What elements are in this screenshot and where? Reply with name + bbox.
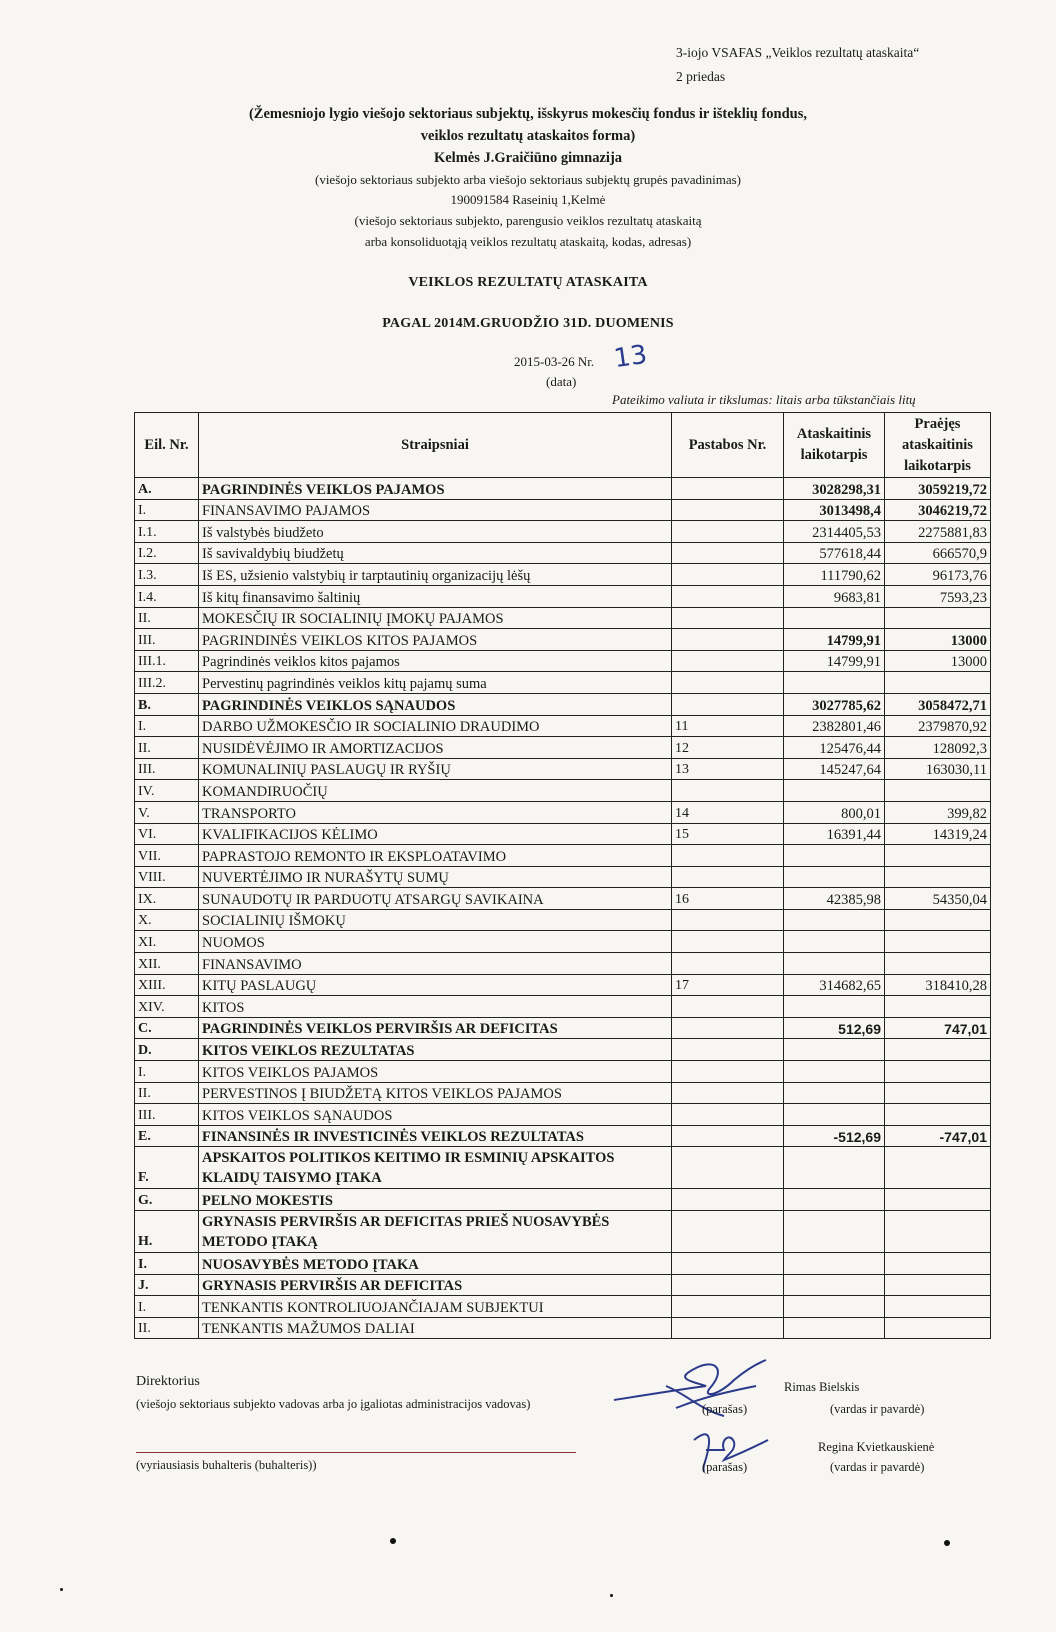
row-previous-value xyxy=(885,1189,991,1211)
accountant-signature-line xyxy=(136,1452,576,1453)
row-previous-value xyxy=(885,780,991,802)
row-note-number xyxy=(672,909,784,931)
row-note-number xyxy=(672,672,784,694)
col-header-pastabos: Pastabos Nr. xyxy=(672,413,784,478)
row-previous-value xyxy=(885,953,991,975)
row-note-number: 15 xyxy=(672,823,784,845)
row-note-number xyxy=(672,1082,784,1104)
form-title-line-2: veiklos rezultatų ataskaitos forma) xyxy=(420,128,636,144)
row-code: I.4. xyxy=(135,585,199,607)
row-label: Iš ES, užsienio valstybių ir tarptautinių organizacijų lėšų xyxy=(199,564,672,586)
table-row xyxy=(135,1125,991,1147)
table-row xyxy=(135,585,991,607)
row-label: FINANSAVIMO PAJAMOS xyxy=(199,499,672,521)
report-title: VEIKLOS REZULTATŲ ATASKAITA xyxy=(408,275,648,290)
row-previous-value xyxy=(885,866,991,888)
row-label: NUOSAVYBĖS METODO ĮTAKA xyxy=(199,1253,672,1275)
row-current-value xyxy=(784,1147,885,1189)
row-previous-value xyxy=(885,1274,991,1296)
row-code: C. xyxy=(135,1017,199,1039)
row-label: TENKANTIS MAŽUMOS DALIAI xyxy=(199,1317,672,1339)
row-current-value xyxy=(784,845,885,867)
row-label: SOCIALINIŲ IŠMOKŲ xyxy=(199,909,672,931)
row-code: II. xyxy=(135,1317,199,1339)
director-signature-icon xyxy=(606,1350,776,1430)
row-code: I.1. xyxy=(135,521,199,543)
row-code: VIII. xyxy=(135,866,199,888)
row-current-value xyxy=(784,1296,885,1318)
row-note-number xyxy=(672,1061,784,1083)
row-previous-value xyxy=(885,931,991,953)
row-previous-value xyxy=(885,1211,991,1253)
row-current-value: 14799,91 xyxy=(784,629,885,651)
row-note-number: 16 xyxy=(672,888,784,910)
row-label: Pervestinų pagrindinės veiklos kitų pajamų suma xyxy=(199,672,672,694)
row-note-number xyxy=(672,499,784,521)
row-label: KITOS VEIKLOS SĄNAUDOS xyxy=(199,1104,672,1126)
row-label: Iš valstybės biudžeto xyxy=(199,521,672,543)
row-previous-value: 163030,11 xyxy=(885,758,991,780)
row-label: KITOS xyxy=(199,996,672,1018)
table-row xyxy=(135,1317,991,1339)
table-row xyxy=(135,1274,991,1296)
row-label: NUOMOS xyxy=(199,931,672,953)
row-current-value xyxy=(784,996,885,1018)
row-note-number xyxy=(672,953,784,975)
table-row xyxy=(135,715,991,737)
row-label: DARBO UŽMOKESČIO IR SOCIALINIO DRAUDIMO xyxy=(199,715,672,737)
row-previous-value: 747,01 xyxy=(885,1017,991,1039)
annex-line-2: 2 priedas xyxy=(676,69,726,84)
table-row xyxy=(135,1039,991,1061)
row-code: I.2. xyxy=(135,542,199,564)
row-code: J. xyxy=(135,1274,199,1296)
table-row xyxy=(135,521,991,543)
table-row xyxy=(135,693,991,715)
table-row xyxy=(135,866,991,888)
speck-dot xyxy=(60,1588,63,1591)
row-label: NUVERTĖJIMO IR NURAŠYTŲ SUMŲ xyxy=(199,866,672,888)
table-row xyxy=(135,1296,991,1318)
table-row xyxy=(135,478,991,500)
row-code: III.2. xyxy=(135,672,199,694)
row-label: PAGRINDINĖS VEIKLOS SĄNAUDOS xyxy=(199,693,672,715)
table-row xyxy=(135,931,991,953)
row-previous-value: 13000 xyxy=(885,629,991,651)
row-note-number: 11 xyxy=(672,715,784,737)
entity-code-caption-1: (viešojo sektoriaus subjekto, parengusio veiklos rezultatų ataskaitą xyxy=(354,213,702,228)
row-previous-value: 3058472,71 xyxy=(885,693,991,715)
row-previous-value: 128092,3 xyxy=(885,737,991,759)
row-label: NUSIDĖVĖJIMO IR AMORTIZACIJOS xyxy=(199,737,672,759)
row-label: MOKESČIŲ IR SOCIALINIŲ ĮMOKŲ PAJAMOS xyxy=(199,607,672,629)
row-label: PAPRASTOJO REMONTO IR EKSPLOATAVIMO xyxy=(199,845,672,867)
row-current-value xyxy=(784,1211,885,1253)
row-current-value xyxy=(784,607,885,629)
table-row xyxy=(135,801,991,823)
row-previous-value xyxy=(885,1082,991,1104)
row-code: D. xyxy=(135,1039,199,1061)
row-label: PAGRINDINĖS VEIKLOS PAJAMOS xyxy=(199,478,672,500)
table-row xyxy=(135,888,991,910)
row-previous-value: 3059219,72 xyxy=(885,478,991,500)
row-note-number xyxy=(672,1017,784,1039)
row-note-number xyxy=(672,629,784,651)
row-previous-value: 318410,28 xyxy=(885,974,991,996)
row-current-value: 3027785,62 xyxy=(784,693,885,715)
table-row xyxy=(135,1104,991,1126)
row-code: H. xyxy=(135,1211,199,1253)
row-label: KITOS VEIKLOS REZULTATAS xyxy=(199,1039,672,1061)
row-note-number xyxy=(672,585,784,607)
report-subtitle: PAGAL 2014M.GRUODŽIO 31D. DUOMENIS xyxy=(382,316,674,331)
row-code: I. xyxy=(135,1296,199,1318)
row-previous-value xyxy=(885,607,991,629)
table-row xyxy=(135,1211,991,1253)
row-code: XI. xyxy=(135,931,199,953)
row-code: IX. xyxy=(135,888,199,910)
director-name: Rimas Bielskis xyxy=(784,1380,860,1394)
row-code: I. xyxy=(135,1061,199,1083)
row-code: III. xyxy=(135,758,199,780)
row-current-value: 9683,81 xyxy=(784,585,885,607)
row-label: PELNO MOKESTIS xyxy=(199,1189,672,1211)
entity-name-caption: (viešojo sektoriaus subjekto arba viešojo sektoriaus subjektų grupės pavadinimas) xyxy=(314,172,742,187)
row-code: V. xyxy=(135,801,199,823)
row-note-number xyxy=(672,1211,784,1253)
row-code: XIV. xyxy=(135,996,199,1018)
row-code: I.3. xyxy=(135,564,199,586)
row-current-value: 512,69 xyxy=(784,1017,885,1039)
row-label: Iš kitų finansavimo šaltinių xyxy=(199,585,672,607)
row-current-value xyxy=(784,1189,885,1211)
row-previous-value xyxy=(885,1253,991,1275)
col-header-previous-period: Praėjęs ataskaitinis laikotarpis xyxy=(885,413,991,478)
row-label: FINANSINĖS IR INVESTICINĖS VEIKLOS REZULTATAS xyxy=(199,1125,672,1147)
row-code: II. xyxy=(135,1082,199,1104)
row-code: III. xyxy=(135,629,199,651)
row-note-number xyxy=(672,1125,784,1147)
row-label: KITOS VEIKLOS PAJAMOS xyxy=(199,1061,672,1083)
row-code: I. xyxy=(135,499,199,521)
row-note-number xyxy=(672,931,784,953)
row-current-value: 42385,98 xyxy=(784,888,885,910)
currency-note: Pateikimo valiuta ir tikslumas: litais arba tūkstančiais litų xyxy=(612,392,916,407)
binder-hole-dot xyxy=(944,1540,950,1546)
row-previous-value: 14319,24 xyxy=(885,823,991,845)
row-code: E. xyxy=(135,1125,199,1147)
table-row xyxy=(135,1253,991,1275)
row-previous-value xyxy=(885,845,991,867)
row-previous-value: 666570,9 xyxy=(885,542,991,564)
row-current-value: -512,69 xyxy=(784,1125,885,1147)
row-previous-value xyxy=(885,1317,991,1339)
row-note-number xyxy=(672,780,784,802)
row-current-value xyxy=(784,1039,885,1061)
row-current-value: 800,01 xyxy=(784,801,885,823)
row-code: IV. xyxy=(135,780,199,802)
table-row xyxy=(135,650,991,672)
table-row xyxy=(135,499,991,521)
row-note-number xyxy=(672,1317,784,1339)
accountant-caption: (vyriausiasis buhalteris (buhalteris)) xyxy=(136,1458,317,1472)
row-current-value: 145247,64 xyxy=(784,758,885,780)
col-header-straipsniai: Straipsniai xyxy=(199,413,672,478)
row-previous-value xyxy=(885,1147,991,1189)
report-date: 2015-03-26 Nr. xyxy=(514,354,595,369)
table-row xyxy=(135,1082,991,1104)
table-row xyxy=(135,629,991,651)
row-previous-value: 13000 xyxy=(885,650,991,672)
row-code: III. xyxy=(135,1104,199,1126)
row-code: XIII. xyxy=(135,974,199,996)
table-row xyxy=(135,974,991,996)
table-row xyxy=(135,737,991,759)
row-note-number xyxy=(672,996,784,1018)
row-label: SUNAUDOTŲ IR PARDUOTŲ ATSARGŲ SAVIKAINA xyxy=(199,888,672,910)
director-caption: (viešojo sektoriaus subjekto vadovas arba jo įgaliotas administracijos vadovas) xyxy=(136,1397,531,1411)
row-previous-value: 96173,76 xyxy=(885,564,991,586)
row-note-number xyxy=(672,564,784,586)
table-row xyxy=(135,823,991,845)
table-row xyxy=(135,1061,991,1083)
row-note-number: 14 xyxy=(672,801,784,823)
row-label: KITŲ PASLAUGŲ xyxy=(199,974,672,996)
row-previous-value xyxy=(885,1296,991,1318)
row-note-number xyxy=(672,693,784,715)
row-previous-value: 399,82 xyxy=(885,801,991,823)
table-row xyxy=(135,672,991,694)
row-current-value xyxy=(784,1274,885,1296)
table-row xyxy=(135,845,991,867)
row-current-value: 14799,91 xyxy=(784,650,885,672)
row-code: VII. xyxy=(135,845,199,867)
row-label: FINANSAVIMO xyxy=(199,953,672,975)
col-header-eil-nr: Eil. Nr. xyxy=(135,413,199,478)
row-label: TENKANTIS KONTROLIUOJANČIAJAM SUBJEKTUI xyxy=(199,1296,672,1318)
date-caption: (data) xyxy=(546,374,577,389)
row-label: PERVESTINOS Į BIUDŽETĄ KITOS VEIKLOS PAJAMOS xyxy=(199,1082,672,1104)
row-previous-value xyxy=(885,1061,991,1083)
row-label: APSKAITOS POLITIKOS KEITIMO IR ESMINIŲ APSKAITOS KLAIDŲ TAISYMO ĮTAKA xyxy=(199,1147,672,1189)
entity-code-address: 190091584 Raseinių 1,Kelmė xyxy=(450,192,606,207)
accountant-name-caption: (vardas ir pavardė) xyxy=(830,1460,925,1474)
row-current-value: 3028298,31 xyxy=(784,478,885,500)
row-current-value: 3013498,4 xyxy=(784,499,885,521)
accountant-signature-caption: (parašas) xyxy=(702,1460,748,1474)
table-row xyxy=(135,758,991,780)
row-current-value xyxy=(784,780,885,802)
row-previous-value xyxy=(885,996,991,1018)
entity-code-caption-2: arba konsoliduotąją veiklos rezultatų ataskaitą, kodas, adresas) xyxy=(364,234,692,249)
table-row xyxy=(135,1189,991,1211)
col-header-current-period: Ataskaitinis laikotarpis xyxy=(784,413,885,478)
row-note-number xyxy=(672,845,784,867)
row-current-value: 16391,44 xyxy=(784,823,885,845)
row-label: GRYNASIS PERVIRŠIS AR DEFICITAS PRIEŠ NUOSAVYBĖS METODO ĮTAKĄ xyxy=(199,1211,672,1253)
row-previous-value xyxy=(885,672,991,694)
table-row xyxy=(135,996,991,1018)
row-label: Iš savivaldybių biudžetų xyxy=(199,542,672,564)
director-title: Direktorius xyxy=(136,1374,200,1389)
row-code: X. xyxy=(135,909,199,931)
form-title-line-1: (Žemesniojo lygio viešojo sektoriaus subjektų, išskyrus mokesčių fondus ir išteklių fondus, xyxy=(248,106,808,122)
row-current-value xyxy=(784,909,885,931)
row-note-number: 13 xyxy=(672,758,784,780)
table-row xyxy=(135,1147,991,1189)
table-row xyxy=(135,780,991,802)
row-code: XII. xyxy=(135,953,199,975)
row-current-value xyxy=(784,1061,885,1083)
speck-dot xyxy=(610,1594,613,1597)
row-note-number xyxy=(672,1104,784,1126)
row-note-number xyxy=(672,1039,784,1061)
row-note-number xyxy=(672,866,784,888)
table-row xyxy=(135,909,991,931)
row-current-value xyxy=(784,672,885,694)
row-previous-value: -747,01 xyxy=(885,1125,991,1147)
row-current-value: 314682,65 xyxy=(784,974,885,996)
row-current-value xyxy=(784,1317,885,1339)
table-row xyxy=(135,564,991,586)
row-note-number: 17 xyxy=(672,974,784,996)
row-code: B. xyxy=(135,693,199,715)
table-body xyxy=(135,478,991,1339)
row-label: GRYNASIS PERVIRŠIS AR DEFICITAS xyxy=(199,1274,672,1296)
row-code: F. xyxy=(135,1147,199,1189)
table-header-row xyxy=(135,413,991,478)
row-note-number xyxy=(672,521,784,543)
row-code: II. xyxy=(135,607,199,629)
binder-hole-dot xyxy=(390,1538,396,1544)
row-current-value xyxy=(784,866,885,888)
row-code: G. xyxy=(135,1189,199,1211)
row-note-number: 12 xyxy=(672,737,784,759)
row-previous-value: 7593,23 xyxy=(885,585,991,607)
row-note-number xyxy=(672,1253,784,1275)
row-current-value: 577618,44 xyxy=(784,542,885,564)
row-code: III.1. xyxy=(135,650,199,672)
row-current-value: 2382801,46 xyxy=(784,715,885,737)
row-previous-value xyxy=(885,1039,991,1061)
row-current-value xyxy=(784,953,885,975)
table-row xyxy=(135,542,991,564)
row-current-value: 2314405,53 xyxy=(784,521,885,543)
row-code: I. xyxy=(135,715,199,737)
row-label: KVALIFIKACIJOS KĖLIMO xyxy=(199,823,672,845)
row-code: VI. xyxy=(135,823,199,845)
row-label: PAGRINDINĖS VEIKLOS KITOS PAJAMOS xyxy=(199,629,672,651)
row-note-number xyxy=(672,542,784,564)
row-code: II. xyxy=(135,737,199,759)
row-previous-value xyxy=(885,909,991,931)
row-label: KOMANDIRUOČIŲ xyxy=(199,780,672,802)
director-signature-caption: (parašas) xyxy=(702,1402,748,1416)
row-note-number xyxy=(672,1147,784,1189)
annex-line-1: 3-iojo VSAFAS „Veiklos rezultatų ataskaita“ xyxy=(676,45,920,60)
row-code: A. xyxy=(135,478,199,500)
row-label: Pagrindinės veiklos kitos pajamos xyxy=(199,650,672,672)
row-current-value xyxy=(784,931,885,953)
entity-name: Kelmės J.Graičiūno gimnazija xyxy=(433,150,623,166)
row-previous-value: 54350,04 xyxy=(885,888,991,910)
row-previous-value: 2275881,83 xyxy=(885,521,991,543)
director-name-caption: (vardas ir pavardė) xyxy=(830,1402,925,1416)
row-note-number xyxy=(672,650,784,672)
row-current-value xyxy=(784,1104,885,1126)
accountant-name: Regina Kvietkauskienė xyxy=(818,1440,935,1454)
row-code: I. xyxy=(135,1253,199,1275)
row-note-number xyxy=(672,478,784,500)
row-current-value xyxy=(784,1082,885,1104)
handwritten-number: 13 xyxy=(612,339,650,375)
row-note-number xyxy=(672,1189,784,1211)
row-label: TRANSPORTO xyxy=(199,801,672,823)
results-table xyxy=(134,412,991,1339)
table-row xyxy=(135,1017,991,1039)
table-row xyxy=(135,607,991,629)
row-note-number xyxy=(672,1296,784,1318)
row-current-value: 125476,44 xyxy=(784,737,885,759)
table-row xyxy=(135,953,991,975)
row-label: PAGRINDINĖS VEIKLOS PERVIRŠIS AR DEFICITAS xyxy=(199,1017,672,1039)
row-label: KOMUNALINIŲ PASLAUGŲ IR RYŠIŲ xyxy=(199,758,672,780)
row-note-number xyxy=(672,1274,784,1296)
row-previous-value: 3046219,72 xyxy=(885,499,991,521)
row-previous-value: 2379870,92 xyxy=(885,715,991,737)
row-current-value xyxy=(784,1253,885,1275)
row-current-value: 111790,62 xyxy=(784,564,885,586)
row-note-number xyxy=(672,607,784,629)
row-previous-value xyxy=(885,1104,991,1126)
